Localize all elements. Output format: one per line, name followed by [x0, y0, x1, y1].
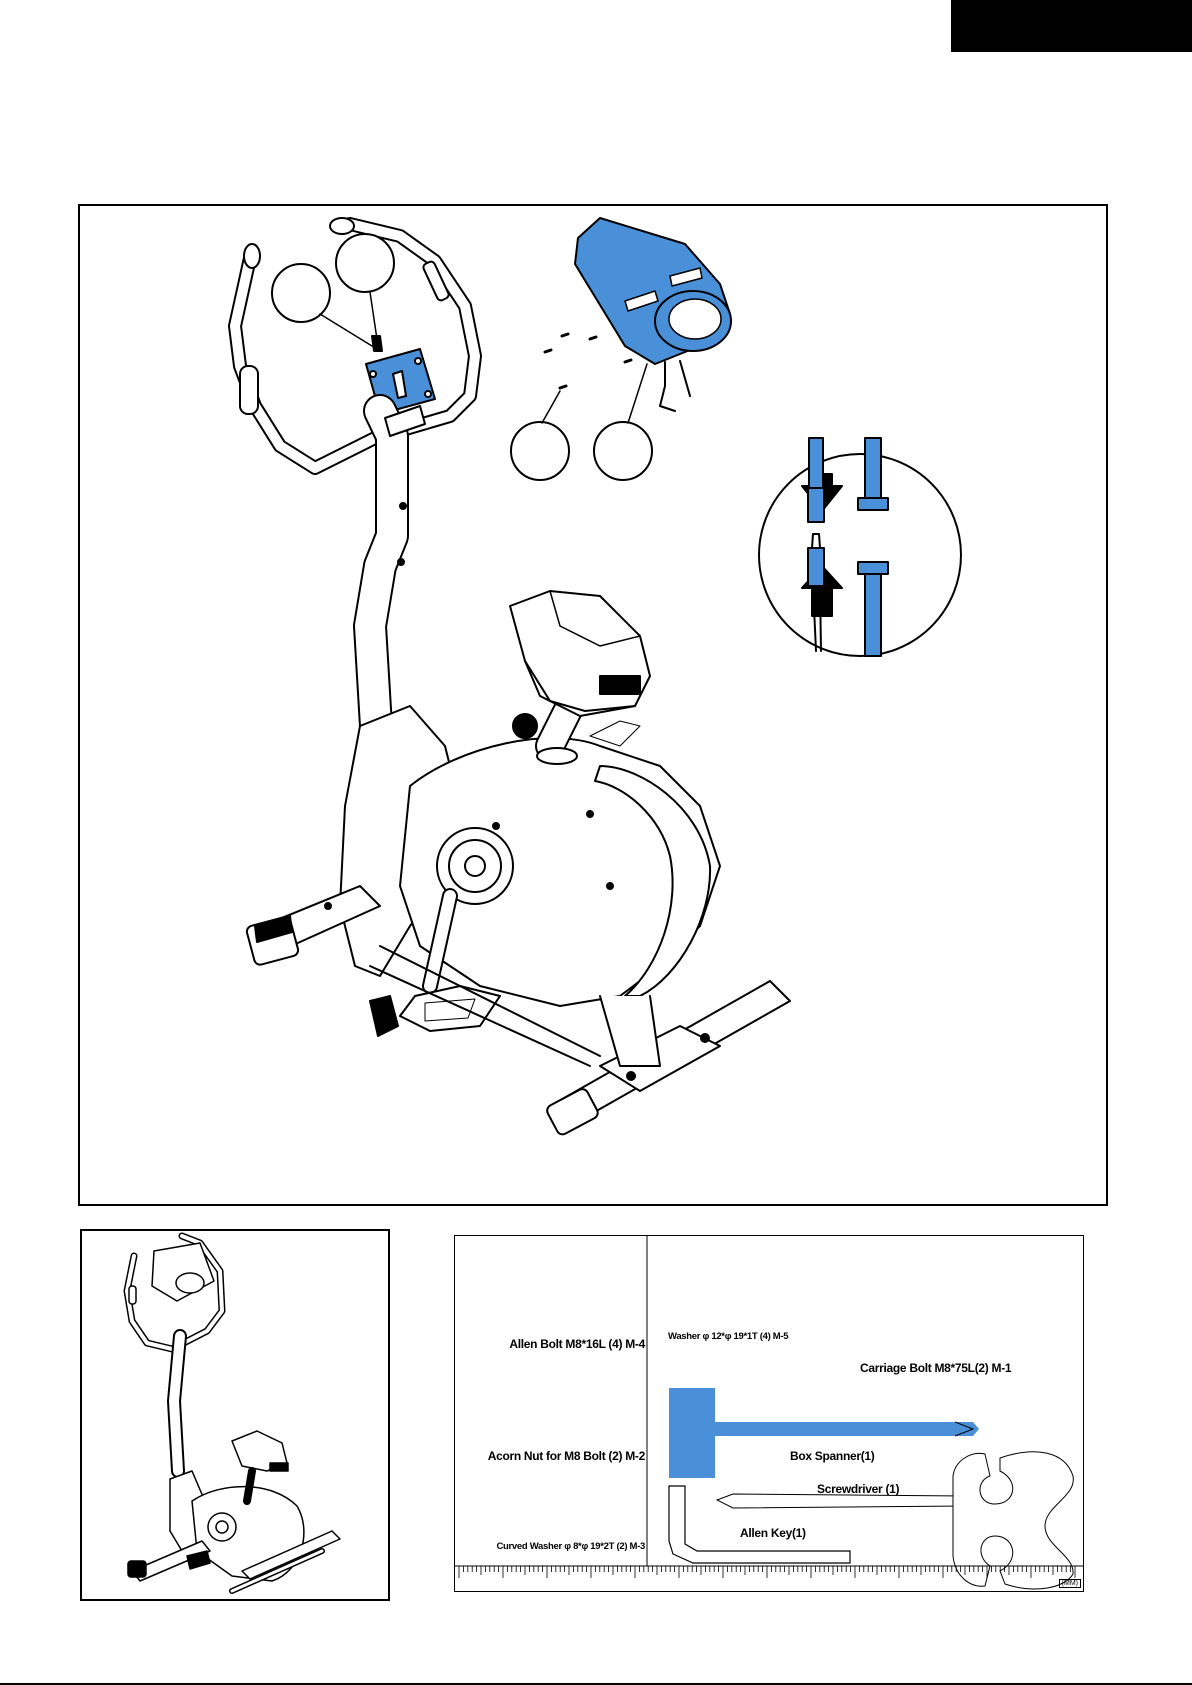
completed-bike-thumbnail — [82, 1231, 388, 1599]
screwdriver-label: Screwdriver (1) — [817, 1482, 900, 1496]
box-spanner-label: Box Spanner(1) — [790, 1449, 875, 1463]
curved-washer-label: Curved Washer φ 8*φ 19*2T (2) M-3 — [496, 1541, 645, 1552]
completed-bike-thumbnail-frame — [80, 1229, 390, 1601]
page-corner-tab — [951, 0, 1192, 52]
assembly-illustration-frame — [78, 204, 1108, 1206]
box-spanner-head — [669, 1388, 715, 1478]
exercise-bike-assembly-drawing — [80, 206, 1106, 1204]
washer-label: Washer φ 12*φ 19*1T (4) M-5 — [668, 1331, 789, 1342]
carriage-bolt-label: Carriage Bolt M8*75L(2) M-1 — [860, 1361, 1012, 1375]
allen-key-label: Allen Key(1) — [740, 1526, 806, 1540]
acorn-nut-label: Acorn Nut for M8 Bolt (2) M-2 — [487, 1449, 645, 1463]
allen-bolt-label: Allen Bolt M8*16L (4) M-4 — [509, 1337, 645, 1351]
hardware-pack-panel — [454, 1235, 1084, 1592]
ruler-unit-label: (MM) — [1059, 1579, 1081, 1588]
